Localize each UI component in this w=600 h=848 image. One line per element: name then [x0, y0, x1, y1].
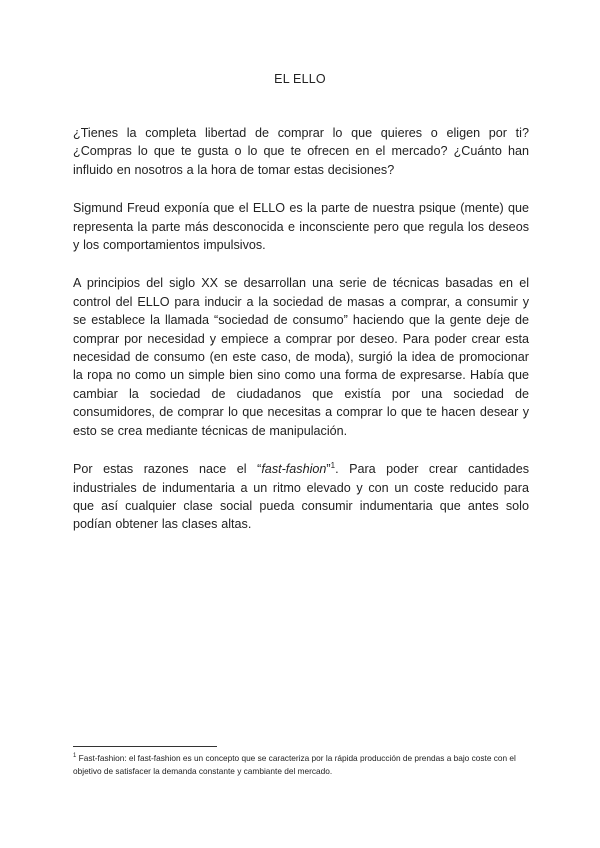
- footnote-reference: 1: [330, 460, 336, 470]
- paragraph-fast-fashion: [73, 460, 529, 534]
- footnote-text: Fast-fashion: el fast-fashion es un concepto que se caracteriza por la rápida producción de prendas a bajo coste con el objetivo de satisfacer la demanda constante y cambiante del mercado.: [73, 753, 516, 776]
- paragraph-text-after: . Para poder crear cantidades industriales de indumentaria a un ritmo elevado y con un coste reducido para que así cualquier clase social pueda consumir indumentaria que antes solo podían obtener las clases altas.: [73, 462, 529, 532]
- footnote: [73, 752, 529, 778]
- fast-fashion-term: fast-fashion: [261, 462, 327, 477]
- footnote-number: 1: [73, 753, 77, 760]
- page-title: EL ELLO: [274, 72, 326, 86]
- footnote-separator: [73, 746, 217, 747]
- paragraph-text-before: Por estas razones nace el “: [73, 462, 262, 477]
- paragraph-consumer-society: A principios del siglo XX se desarrollan una serie de técnicas basadas en el control del ELLO para inducir a la sociedad de masas a comprar, a consumir y se establece la llamada “sociedad de consumo” haciendo que la gente deje de comprar por necesidad y empiece a comprar por deseo. Para poder crear esta necesidad de consumo (en este caso, de moda), surgió la idea de promocionar la ropa no como un simple bien sino como una forma de expresarse. Había que cambiar la sociedad de ciudadanos que existía por una sociedad de consumidores, de comprar lo que necesitas a comprar lo que te hacen desear y esto se crea mediante técnicas de manipulación.: [73, 276, 529, 438]
- closing-quote: ”: [326, 462, 331, 477]
- paragraph-freud: Sigmund Freud exponía que el ELLO es la parte de nuestra psique (mente) que representa la parte más desconocida e inconsciente pero que regula los deseos y los comportamientos impulsivos.: [73, 201, 529, 253]
- document-body: [73, 124, 529, 554]
- paragraph-questions: ¿Tienes la completa libertad de comprar lo que quieres o eligen por ti? ¿Compras lo que te gusta o lo que te ofrecen en el mercado? ¿Cuánto han influido en nosotros a la hora de tomar estas decisiones?: [73, 126, 529, 177]
